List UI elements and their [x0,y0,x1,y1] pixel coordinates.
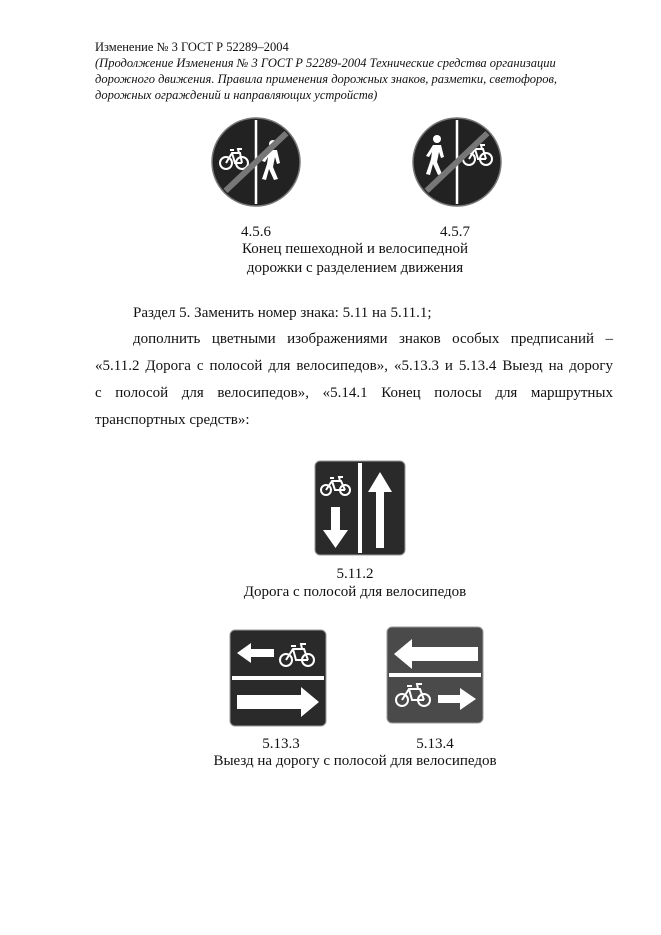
paragraph-2-line3: с полосой для велосипедов», «5.14.1 Конец полосы для маршрутных [95,385,613,401]
sign-code-4-5-6: 4.5.6 [241,224,271,240]
sign-4-5-7-icon [412,117,502,207]
sign-caption-4-5-line1: Конец пешеходной и велосипедной [242,241,468,257]
paragraph-2-line4: транспортных средств»: [95,412,250,428]
paragraph-1: Раздел 5. Заменить номер знака: 5.11 на 5.11.1; [133,305,432,321]
sign-caption-5-13: Выезд на дорогу с полосой для велосипедов [213,753,497,769]
document-header-title: Изменение № 3 ГОСТ Р 52289–2004 [95,40,289,54]
sign-code-5-13-3: 5.13.3 [262,736,300,752]
document-header-subtitle: (Продолжение Изменения № 3 ГОСТ Р 52289-2004 Технические средства организации дорожного движения. Правила применения дорожных знаков, разметки, светофоров, дорожных ограждений и направляющих устройств) [95,56,558,102]
sign-code-5-13-4: 5.13.4 [416,736,454,752]
paragraph-2-line2: «5.11.2 Дорога с полосой для велосипедов», «5.13.3 и 5.13.4 Выезд на дорогу [95,358,613,374]
sign-4-5-6-icon [211,117,301,207]
paragraph-2-line1: дополнить цветными изображениями знаков особых предписаний – [133,331,613,347]
sign-code-5-11-2: 5.11.2 [336,566,374,582]
sign-code-4-5-7: 4.5.7 [440,224,470,240]
sign-caption-5-11-2: Дорога с полосой для велосипедов [243,584,467,600]
sign-5-13-4-icon [386,626,484,724]
sign-caption-4-5-line2: дорожки с разделением движения [246,260,464,276]
sign-5-11-2-icon [314,460,406,556]
sign-5-13-3-icon [229,629,327,727]
